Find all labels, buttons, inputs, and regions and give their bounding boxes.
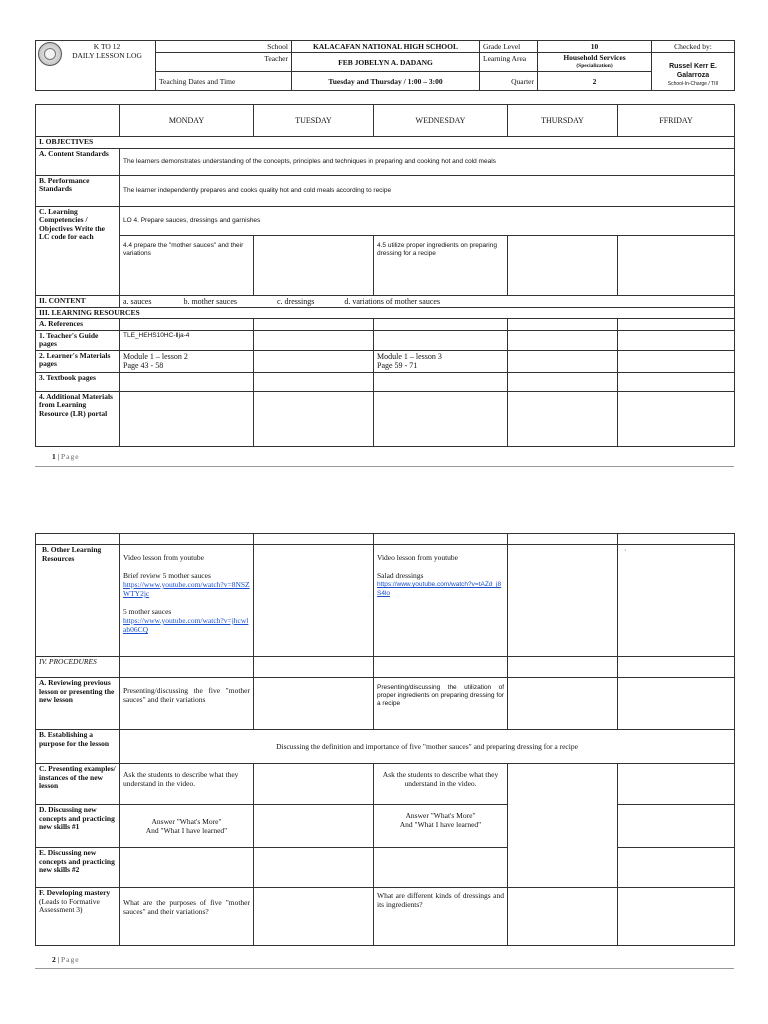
- learners-materials-monday: [120, 350, 254, 372]
- monday-youtube-link-1[interactable]: https://www.youtube.com/watch?v=8NSZWTY2jc: [123, 580, 250, 598]
- developing-mastery-monday: What are the purposes of five "mother sauces" and their variations?: [120, 888, 254, 946]
- learners-materials-label: 2. Learner's Materials pages: [36, 350, 120, 372]
- monday-five-sauces: 5 mother sauces: [123, 607, 172, 616]
- tb-monday: [120, 372, 254, 391]
- am-wednesday: [374, 391, 508, 446]
- reviewing-monday: Presenting/discussing the five "mother sauces" and their variations: [120, 678, 254, 730]
- learning-area-value: Household Services: [563, 53, 626, 62]
- school-label: School: [156, 41, 292, 53]
- lo4-text: LO 4. Prepare sauces, dressings and garnishes: [120, 206, 735, 235]
- page-2-footer-rule: [35, 968, 734, 969]
- page-1-number: 1: [52, 452, 56, 461]
- discussing-1-monday: [120, 805, 254, 848]
- k-to-12-label: K TO 12: [93, 42, 121, 51]
- discussing-2-monday: [120, 848, 254, 888]
- lm-wednesday-module: Module 1 – lesson 3: [377, 351, 442, 361]
- teachers-guide-label: 1. Teacher's Guide pages: [36, 330, 120, 350]
- presenting-examples-wednesday: Ask the students to describe what they understand in the video.: [374, 764, 508, 805]
- performance-standards-label: B. Performance Standards: [36, 175, 120, 206]
- discussing-1-tuesday: [254, 805, 374, 848]
- learning-area-label: Learning Area: [480, 53, 538, 72]
- other-resources-monday: [120, 545, 254, 657]
- discussing-2-tuesday: [254, 848, 374, 888]
- discussing-concepts-2-label: E. Discussing new concepts and practicing new skills #2: [36, 848, 120, 888]
- page-2-number: 2: [52, 955, 56, 964]
- discussing-concepts-1-label: D. Discussing new concepts and practicing new skills #1: [36, 805, 120, 848]
- developing-mastery-title: F. Developing mastery: [39, 888, 111, 897]
- content-standards-text: The learners demonstrates understanding of the concepts, principles and techniques in preparing and cooking hot and cold meals: [120, 148, 735, 175]
- proc-monday: [120, 657, 254, 678]
- page-1-word: Page: [61, 452, 80, 461]
- discussing-2-wednesday: [374, 848, 508, 888]
- content-label: II. CONTENT: [36, 295, 120, 307]
- lm-tuesday: [254, 350, 374, 372]
- monday-video-label: Video lesson from youtube: [123, 553, 204, 562]
- teaching-dates-value: Tuesday and Thursday / 1:00 – 3:00: [292, 72, 480, 91]
- dll-title-cell: [36, 41, 156, 91]
- reviewing-thursday: [508, 678, 618, 730]
- checked-by-label: Checked by:: [652, 41, 735, 53]
- day-header-monday: MONDAY: [120, 105, 254, 137]
- establishing-purpose-text: Discussing the definition and importance of five "mother sauces" and preparing dressing for a recipe: [120, 730, 735, 764]
- grade-level-value: 10: [538, 41, 652, 53]
- discussing-1-monday-line1: Answer "What's More": [151, 817, 222, 826]
- p2-top-0: [36, 534, 120, 545]
- am-friday: [618, 391, 735, 446]
- proc-tuesday: [254, 657, 374, 678]
- mastery-friday: [618, 888, 735, 946]
- other-resources-wednesday: [374, 545, 508, 657]
- other-resources-tuesday: [254, 545, 374, 657]
- discussing-1-wednesday: [374, 805, 508, 848]
- tg-tuesday: [254, 330, 374, 350]
- competencies-label: C. Learning Competencies / Objectives Write the LC code for each: [36, 206, 120, 295]
- am-tuesday: [254, 391, 374, 446]
- p2-top-4: [508, 534, 618, 545]
- corner-cell: [36, 105, 120, 137]
- other-resources-friday: ·: [618, 545, 735, 657]
- proc-friday: [618, 657, 735, 678]
- wednesday-salad-dressings: Salad dressings: [377, 571, 424, 580]
- reviewing-previous-lesson-label: A. Reviewing previous lesson or presenting the new lesson: [36, 678, 120, 730]
- references-label: A. References: [36, 319, 120, 331]
- page-number-1: 1 | Page: [52, 452, 80, 461]
- tg-thursday: [508, 330, 618, 350]
- monday-brief-review: Brief review 5 mother sauces: [123, 571, 211, 580]
- tg-friday: [618, 330, 735, 350]
- p2-top-2: [254, 534, 374, 545]
- discussing-1-wednesday-line2: And "What I have learned": [399, 820, 482, 829]
- lm-monday-pages: Page 43 - 58: [123, 361, 164, 370]
- presenting-friday: [618, 764, 735, 805]
- mastery-tuesday: [254, 888, 374, 946]
- tb-wednesday: [374, 372, 508, 391]
- competency-wednesday: 4.5 utilize proper ingredients on preparing dressing for a recipe: [374, 235, 508, 295]
- p2-top-1: [120, 534, 254, 545]
- lm-friday: [618, 350, 735, 372]
- am-monday: [120, 391, 254, 446]
- tg-wednesday: [374, 330, 508, 350]
- presenting-examples-monday: Ask the students to describe what they understand in the video.: [120, 764, 254, 805]
- grade-level-label: Grade Level: [480, 41, 538, 53]
- day-header-friday: FFRIDAY: [618, 105, 735, 137]
- content-topic-d: d. variations of mother sauces: [344, 296, 441, 306]
- presenting-tuesday: [254, 764, 374, 805]
- other-resources-label: B. Other Learning Resources: [36, 545, 120, 657]
- developing-mastery-label: [36, 888, 120, 946]
- lm-thursday: [508, 350, 618, 372]
- discussing-2-friday: [618, 848, 735, 888]
- presenting-thursday: [508, 764, 618, 888]
- presenting-examples-label: C. Presenting examples/ instances of the new lesson: [36, 764, 120, 805]
- learning-area-cell: [538, 53, 652, 72]
- lesson-log-table-page2: [35, 533, 735, 946]
- checker-cell: [652, 53, 735, 91]
- teacher-label: Teacher: [156, 53, 292, 72]
- objectives-heading: I. OBJECTIVES: [36, 137, 735, 149]
- performance-standards-text: The learner independently prepares and cooks quality hot and cold meals according to recipe: [120, 175, 735, 206]
- p2-top-3: [374, 534, 508, 545]
- mastery-thursday: [508, 888, 618, 946]
- textbook-pages-label: 3. Textbook pages: [36, 372, 120, 391]
- page-1-footer-rule: [35, 466, 734, 467]
- references-friday: [618, 319, 735, 331]
- tb-tuesday: [254, 372, 374, 391]
- other-resources-thursday: [508, 545, 618, 657]
- teacher-name: FEB JOBELYN A. DADANG: [292, 53, 480, 72]
- competency-thursday: [508, 235, 618, 295]
- discussing-1-wednesday-line1: Answer "What's More": [405, 811, 476, 820]
- content-topic-c: c. dressings: [276, 296, 315, 306]
- page-2-word: Page: [61, 955, 80, 964]
- lesson-log-table-page1: [35, 104, 735, 447]
- page-number-2: 2 | Page: [52, 955, 80, 964]
- quarter-value: 2: [538, 72, 652, 91]
- content-topic-b: b. mother sauces: [183, 296, 237, 306]
- wednesday-video-label: Video lesson from youtube: [377, 553, 458, 562]
- reviewing-friday: [618, 678, 735, 730]
- establishing-purpose-label: B. Establishing a purpose for the lesson: [36, 730, 120, 764]
- competency-friday: [618, 235, 735, 295]
- learning-area-sub: (Specialization): [576, 63, 613, 69]
- content-standards-label: A. Content Standards: [36, 148, 120, 175]
- additional-materials-label: 4. Additional Materials from Learning Resource (LR) portal: [36, 391, 120, 446]
- learning-resources-heading: III. LEARNING RESOURCES: [36, 307, 735, 319]
- content-topics: [120, 295, 735, 307]
- teaching-dates-label: Teaching Dates and Time: [156, 72, 292, 91]
- discussing-1-friday: [618, 805, 735, 848]
- school-name: KALACAFAN NATIONAL HIGH SCHOOL: [292, 41, 480, 53]
- reviewing-wednesday: Presenting/discussing the utilization of proper ingredients on preparing dressing for a recipe: [374, 678, 508, 730]
- day-header-tuesday: TUESDAY: [254, 105, 374, 137]
- proc-wednesday: [374, 657, 508, 678]
- tb-thursday: [508, 372, 618, 391]
- header-table: [35, 40, 735, 91]
- quarter-label: Quarter: [480, 72, 538, 91]
- developing-mastery-wednesday: What are different kinds of dressings and its ingredients?: [374, 888, 508, 946]
- checker-name: Russel Kerr E. Galarroza: [669, 63, 717, 79]
- lm-monday-module: Module 1 – lesson 2: [123, 351, 188, 361]
- references-thursday: [508, 319, 618, 331]
- references-monday: [120, 319, 254, 331]
- day-header-thursday: THURSDAY: [508, 105, 618, 137]
- discussing-1-monday-line2: And "What I have learned": [145, 826, 228, 835]
- monday-youtube-link-2[interactable]: https://www.youtube.com/watch?v=jhcwlab06CQ: [123, 616, 249, 634]
- procedures-heading: IV. PROCEDURES: [36, 657, 120, 678]
- tb-friday: [618, 372, 735, 391]
- reviewing-tuesday: [254, 678, 374, 730]
- proc-thursday: [508, 657, 618, 678]
- lm-wednesday-pages: Page 59 - 71: [377, 361, 418, 370]
- daily-lesson-log-label: DAILY LESSON LOG: [72, 51, 142, 60]
- learners-materials-wednesday: [374, 350, 508, 372]
- content-topic-a: a. sauces: [123, 296, 152, 306]
- references-tuesday: [254, 319, 374, 331]
- day-header-wednesday: WEDNESDAY: [374, 105, 508, 137]
- p2-top-5: [618, 534, 735, 545]
- wednesday-youtube-link[interactable]: https://www.youtube.com/watch?v=tAZd_j8S4lo: [377, 581, 502, 597]
- teachers-guide-code: TLE_HEHS10HC-Ⅱja-4: [120, 330, 254, 350]
- competency-tuesday: [254, 235, 374, 295]
- am-thursday: [508, 391, 618, 446]
- competency-monday: 4.4 prepare the "mother sauces" and their variations: [120, 235, 254, 295]
- developing-mastery-note: (Leads to Formative Assessment 3): [39, 896, 100, 914]
- checker-role: School-In-Charge / TIII: [667, 81, 719, 87]
- references-wednesday: [374, 319, 508, 331]
